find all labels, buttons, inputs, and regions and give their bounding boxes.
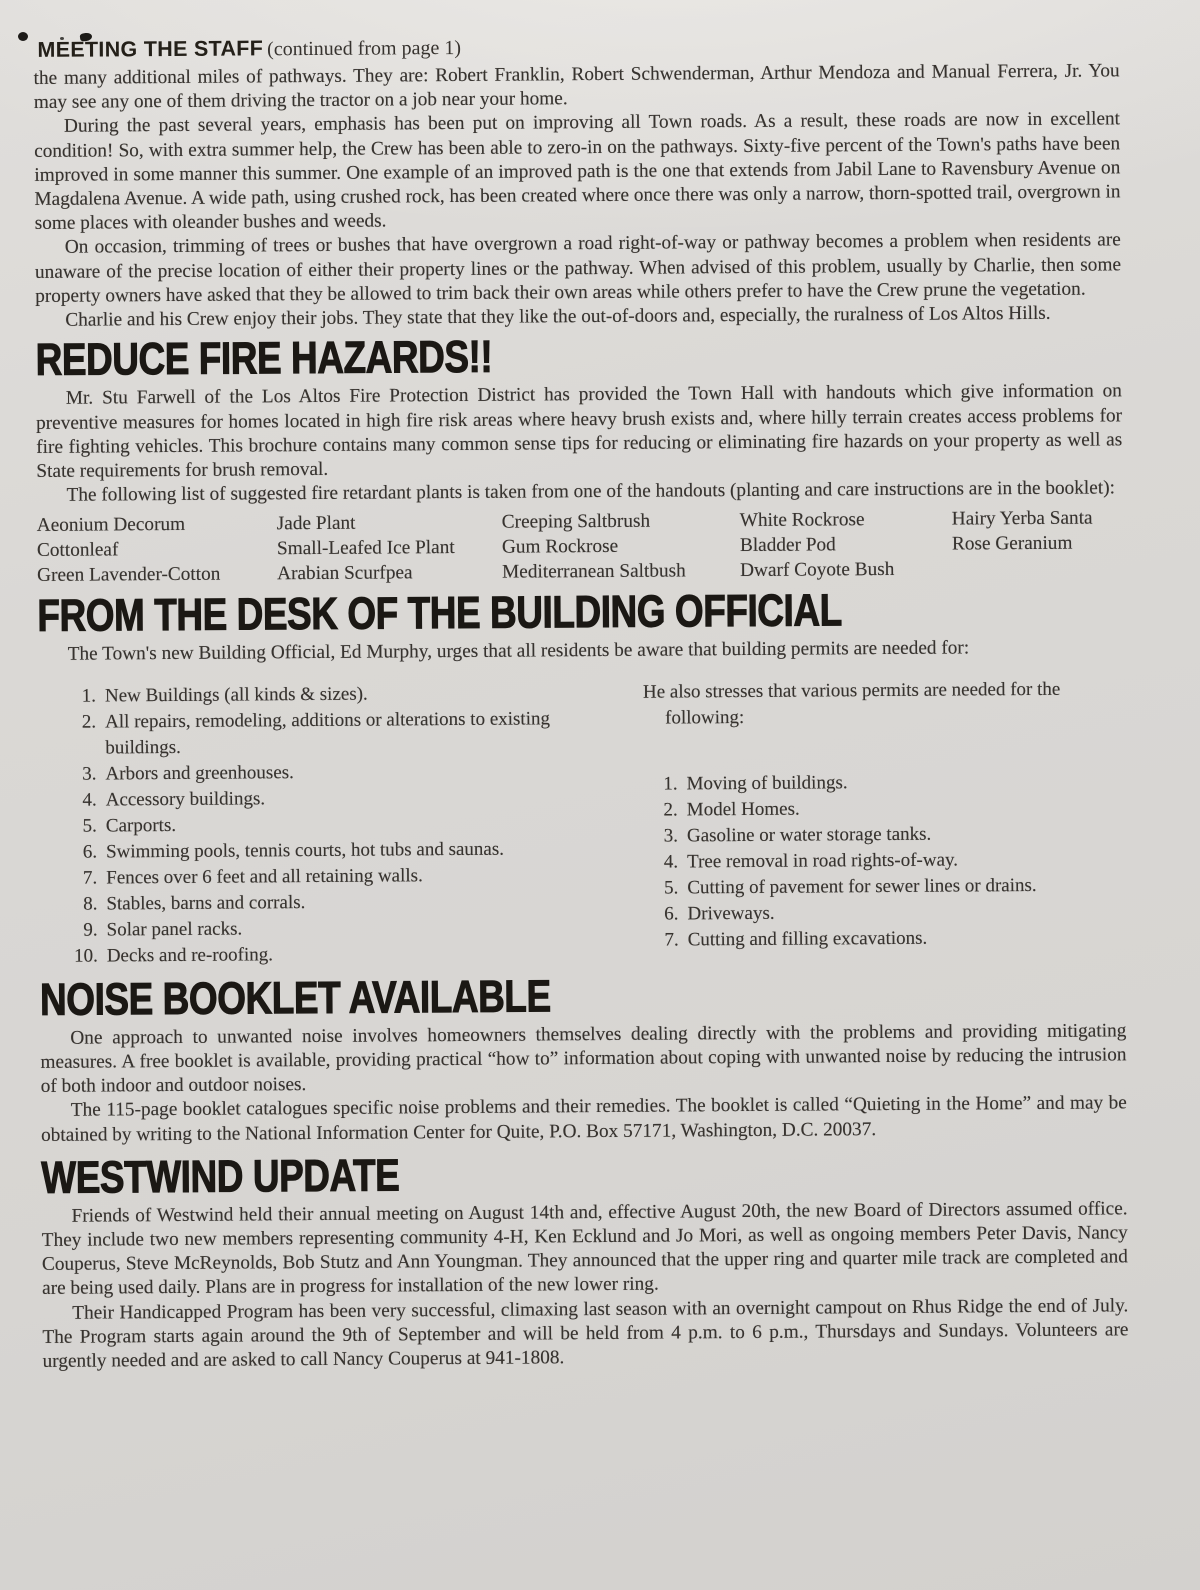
westwind-update-headline: WESTWIND UPDATE	[41, 1149, 400, 1203]
list-text: Moving of buildings.	[686, 771, 848, 795]
plant-column	[37, 512, 278, 589]
plant-name: Jade Plant	[276, 513, 356, 535]
list-item	[64, 914, 615, 944]
plant-name: Creeping Saltbrush	[501, 510, 651, 534]
list-number: 4.	[663, 851, 679, 873]
list-text: New Buildings (all kinds & sizes).	[104, 683, 368, 707]
westwind-paragraph: Friends of Westwind held their annual meeting on August 14th and, effective August 20th, the new Board of Directors assumed office. They include two new members representing community 4-H, Ken Ecklund and Jo Mori, as well as ongoing members Peter Davis, Nancy Couperus, Steve McReynolds, Bob Stutz and Ann Youngman. They announced that the upper ring and quarter mile track are completed and are being used daily. Plans are in progress for installation of the new lower ring.	[41, 1198, 1128, 1300]
list-text: Accessory buildings.	[105, 787, 266, 811]
list-number: 10.	[73, 945, 98, 967]
section-meeting-the-staff	[33, 30, 1121, 333]
plant-column	[740, 507, 953, 583]
list-number: 7.	[82, 867, 98, 889]
fire-paragraph: Mr. Stu Farwell of the Los Altos Fire Protection District has provided the Town Hall with handouts which give information on preventive measures for homes located in high fire risk areas where heavy brush exists and, where hilly terrain creates access problems for fire fighting vehicles. This brochure contains many common sense tips for reducing or eliminating fire hazards on your property as well as State requirements for brush removal.	[35, 380, 1123, 482]
noise-paragraph: One approach to unwanted noise involves homeowners themselves dealing directly with the problems and providing mitigating measures. A free booklet is available, providing practical “how to” information about coping with unwanted noise by reducing the intrusion of both indoor and outdoor noises.	[40, 1020, 1127, 1098]
list-number: 2.	[663, 799, 678, 821]
meeting-paragraph: the many additional miles of pathways. They are: Robert Franklin, Robert Schwenderman, Arthur Mendoza and Manual Ferrera, Jr. You may see any one of them driving the tractor on a job near your home.	[33, 60, 1120, 114]
list-number: 3.	[82, 763, 97, 785]
plant-name: Hairy Yerba Santa	[951, 507, 1093, 530]
list-number: 9.	[83, 919, 98, 941]
list-text: Stables, barns and corrals.	[106, 891, 306, 915]
fire-hazards-headline: REDUCE FIRE HAZARDS!!	[35, 330, 493, 386]
list-item	[645, 924, 1126, 953]
list-text: Carports.	[105, 814, 177, 837]
list-number: 5.	[663, 877, 679, 899]
meeting-paragraph: On occasion, trimming of trees or bushes that have overgrown a road right-of-way or pathway becomes a problem when residents are unaware of the precise location of either their property lines or the pathway. When advised of this problem, usually by Charlie, then some property owners have asked that they be allowed to trim back their own areas while others prefer to have the Crew prune the vegetation.	[34, 229, 1122, 307]
list-item	[644, 820, 1125, 849]
list-item	[63, 810, 614, 840]
permit-list-right	[613, 676, 1126, 966]
section-noise-booklet	[40, 970, 1127, 1148]
list-number: 1.	[663, 773, 678, 795]
plant-column	[277, 510, 503, 587]
plant-name: Green Lavender-Cotton	[37, 563, 221, 587]
section-reduce-fire-hazards	[35, 331, 1123, 589]
noise-booklet-headline: NOISE BOOKLET AVAILABLE	[39, 969, 551, 1025]
building-official-headline: FROM THE DESK OF THE BUILDING OFFICIAL	[37, 584, 842, 642]
list-item	[62, 758, 613, 788]
permit-lists	[38, 676, 1126, 970]
section-westwind-update	[41, 1148, 1128, 1374]
list-number: 5.	[82, 815, 97, 837]
list-number: 3.	[663, 825, 679, 847]
list-number: 6.	[82, 841, 98, 863]
plant-name: Cottonleaf	[36, 539, 119, 562]
list-text: Cutting of pavement for sewer lines or drains.	[687, 874, 1037, 899]
permit-right-intro: He also stresses that various permits are needed for the following:	[642, 678, 1061, 729]
list-item	[63, 888, 614, 918]
list-text: Tree removal in road rights-of-way.	[687, 849, 959, 873]
permit-list-left	[38, 680, 615, 970]
westwind-paragraph: Their Handicapped Program has been very successful, climaxing last season with an overnight campout on Rhus Ridge the end of July. The Program starts again around the 9th of September and will be held from 4 p.m. to 6 p.m., Thursdays and Sundays. Volunteers are urgently needed and are asked to call Nancy Couperus at 941-1808.	[42, 1294, 1129, 1372]
plant-name: Gum Rockrose	[501, 536, 619, 559]
section-building-official	[37, 584, 1126, 970]
permit-right-list	[643, 768, 1125, 953]
list-item	[644, 846, 1125, 875]
list-text: Model Homes.	[686, 798, 800, 821]
building-intro-paragraph: The Town's new Building Official, Ed Murphy, urges that all residents be aware that building permits are needed for:	[67, 637, 970, 666]
fire-retardant-plant-list	[37, 506, 1123, 589]
list-item	[643, 768, 1124, 797]
meeting-staff-heading	[37, 30, 1119, 63]
list-number: 2.	[81, 711, 97, 733]
plant-name: White Rockrose	[739, 509, 865, 532]
plant-name: Bladder Pod	[739, 534, 836, 557]
meeting-paragraph: Charlie and his Crew enjoy their jobs. They state that they like the out-of-doors and, especially, the ruralness of Los Altos Hills.	[65, 302, 1051, 331]
list-number: 7.	[664, 929, 679, 951]
list-text: Solar panel racks.	[106, 918, 243, 941]
list-text: Cutting and filling excavations.	[687, 927, 928, 951]
list-text: Swimming pools, tennis courts, hot tubs and saunas.	[105, 838, 505, 863]
meeting-staff-continued-note: (continued from page 1)	[267, 36, 462, 61]
fire-paragraph: The following list of suggested fire retardant plants is taken from one of the handouts (planting and care instructions are in the booklet):	[66, 477, 1116, 506]
plant-column	[502, 508, 741, 585]
list-item	[63, 862, 614, 892]
list-item	[62, 680, 613, 710]
meeting-staff-title: MEETING THE STAFF	[37, 36, 264, 62]
list-item	[644, 898, 1125, 927]
list-text: All repairs, remodeling, additions or alterations to existing buildings.	[105, 707, 551, 759]
list-item	[62, 706, 613, 762]
plant-column	[952, 506, 1124, 582]
plant-name: Dwarf Coyote Bush	[740, 559, 895, 582]
list-text: Arbors and greenhouses.	[105, 761, 294, 785]
plant-name: Small-Leafed Ice Plant	[276, 537, 455, 560]
list-item	[63, 836, 614, 866]
list-item	[64, 940, 615, 970]
plant-name: Rose Geranium	[951, 533, 1073, 555]
list-number: 6.	[664, 903, 679, 925]
meeting-paragraph: During the past several years, emphasis has been put on improving all Town roads. As a result, these roads are now in excellent condition! So, with extra summer help, the Crew has been able to zero-in on the pathways. Sixty-five percent of the Town's paths have been improved in some manner this summer. One example of an improved path is the one that extends from Jabil Lane to Ravensbury Avenue on Magdalena Avenue. A wide path, using crushed rock, has been created where once there was only a narrow, thorn-spotted trail, overgrown in some places with oleander bushes and weeds.	[34, 108, 1121, 235]
noise-paragraph: The 115-page booklet catalogues specific noise problems and their remedies. The booklet is called “Quieting in the Home” and may be obtained by writing to the National Information Center for Quite, P.O. Box 57171, Washington, D.C. 20037.	[40, 1092, 1127, 1146]
list-item	[644, 794, 1125, 823]
list-text: Fences over 6 feet and all retaining walls.	[106, 864, 423, 889]
list-text: Gasoline or water storage tanks.	[686, 823, 932, 847]
plant-name: Arabian Scurfpea	[277, 562, 413, 585]
list-item	[63, 784, 614, 814]
list-number: 8.	[83, 893, 98, 915]
list-number: 4.	[82, 789, 97, 811]
list-text: Decks and re-roofing.	[106, 943, 274, 967]
plant-name: Aeonium Decorum	[36, 514, 186, 537]
list-item	[644, 872, 1125, 901]
list-text: Driveways.	[687, 902, 775, 925]
list-number: 1.	[81, 685, 97, 707]
plant-name: Mediterranean Saltbush	[502, 560, 686, 584]
